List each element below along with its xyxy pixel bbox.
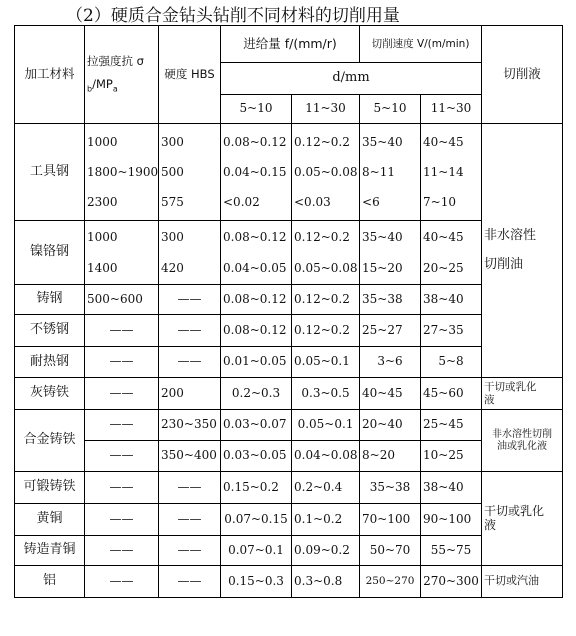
speed-small-cell: 3~6	[360, 347, 421, 378]
feed-large-cell: 0.12~0.2 0.05~0.08	[292, 221, 360, 285]
material-cell: 耐热钢	[15, 347, 85, 378]
table-row	[15, 472, 563, 504]
material-cell: 铝	[15, 566, 85, 598]
feed-small-cell: 0.03~0.07	[221, 410, 292, 441]
feed-large-cell: 0.04~0.08	[292, 441, 360, 472]
table-row	[15, 504, 563, 536]
hardness-cell: ——	[159, 472, 221, 504]
table-row	[15, 378, 563, 410]
feed-small-cell: 0.01~0.05	[221, 347, 292, 378]
hardness-cell: 350~400	[159, 441, 221, 472]
material-cell: 合金铸铁	[15, 410, 85, 472]
hardness-cell: 300 420	[159, 221, 221, 285]
hardness-cell: ——	[159, 315, 221, 347]
cutting-parameters-table	[14, 25, 563, 598]
speed-large-cell: 38~40	[421, 472, 482, 504]
speed-large-cell: 40~45 20~25	[421, 221, 482, 285]
feed-large-cell: 0.12~0.2	[292, 285, 360, 315]
feed-small-cell: 0.08~0.12	[221, 315, 292, 347]
feed-large-cell: 0.3~0.5	[292, 378, 360, 410]
table-row	[15, 124, 563, 221]
feed-large-cell: 0.2~0.4	[292, 472, 360, 504]
strength-cell: ——	[85, 441, 159, 472]
speed-small-cell: 35~40 15~20	[360, 221, 421, 285]
speed-large-cell: 38~40	[421, 285, 482, 315]
speed-large-cell: 25~45	[421, 410, 482, 441]
speed-small-cell: 35~38	[360, 285, 421, 315]
speed-large-cell: 5~8	[421, 347, 482, 378]
header-material: 加工材料	[15, 26, 85, 124]
feed-small-cell: 0.15~0.2	[221, 472, 292, 504]
strength-cell: ——	[85, 472, 159, 504]
fluid-cell-grey-iron: 干切或乳化 液	[482, 378, 563, 410]
feed-small-cell: 0.07~0.1	[221, 536, 292, 566]
strength-cell: ——	[85, 566, 159, 598]
material-cell: 工具钢	[15, 124, 85, 221]
speed-large-cell: 55~75	[421, 536, 482, 566]
speed-large-cell: 27~35	[421, 315, 482, 347]
header-cutting-fluid: 切削液	[482, 26, 563, 124]
hardness-cell: ——	[159, 566, 221, 598]
speed-large-cell: 10~25	[421, 441, 482, 472]
material-cell: 铸造青铜	[15, 536, 85, 566]
feed-large-cell: 0.12~0.2	[292, 315, 360, 347]
material-cell: 铸钢	[15, 285, 85, 315]
strength-cell: 1000 1400	[85, 221, 159, 285]
hardness-cell: 230~350	[159, 410, 221, 441]
hardness-cell: ——	[159, 285, 221, 315]
speed-small-cell: 250~270	[360, 566, 421, 598]
speed-small-cell: 40~45	[360, 378, 421, 410]
feed-large-cell: 0.05~0.1	[292, 410, 360, 441]
strength-cell: ——	[85, 378, 159, 410]
speed-small-cell: 20~40	[360, 410, 421, 441]
feed-large-cell: 0.3~0.8	[292, 566, 360, 598]
table-row	[15, 315, 563, 347]
fluid-cell-alloy-iron: 非水溶性切削 油或乳化液	[482, 410, 563, 472]
header-feed-range-small: 5~10	[221, 95, 292, 124]
speed-large-cell: 270~300	[421, 566, 482, 598]
feed-small-cell: 0.15~0.3	[221, 566, 292, 598]
header-cutting-speed: 切削速度 V/(m/min)	[360, 26, 482, 63]
speed-large-cell: 90~100	[421, 504, 482, 536]
strength-cell: 1000 1800~1900 2300	[85, 124, 159, 221]
fluid-cell-copper: 干切或乳化 液	[482, 472, 563, 566]
table-row	[15, 347, 563, 378]
strength-cell: ——	[85, 504, 159, 536]
strength-cell: ——	[85, 536, 159, 566]
strength-cell: 500~600	[85, 285, 159, 315]
feed-small-cell: 0.08~0.12 0.04~0.15 <0.02	[221, 124, 292, 221]
header-diameter: d/mm	[221, 63, 482, 95]
feed-small-cell: 0.07~0.15	[221, 504, 292, 536]
fluid-cell-aluminum: 干切或汽油	[482, 566, 563, 598]
material-cell: 镍铬钢	[15, 221, 85, 285]
table-title: （2）硬质合金钻头钻削不同材料的切削用量	[66, 6, 400, 26]
material-cell: 黄铜	[15, 504, 85, 536]
header-hardness: 硬度 HBS	[159, 26, 221, 124]
table-row	[15, 536, 563, 566]
header-speed-range-small: 5~10	[360, 95, 421, 124]
speed-small-cell: 35~40 8~11 <6	[360, 124, 421, 221]
speed-large-cell: 45~60	[421, 378, 482, 410]
table-row	[15, 221, 563, 285]
speed-large-cell: 40~45 11~14 7~10	[421, 124, 482, 221]
speed-small-cell: 50~70	[360, 536, 421, 566]
speed-small-cell: 8~20	[360, 441, 421, 472]
table-row	[15, 285, 563, 315]
speed-small-cell: 35~38	[360, 472, 421, 504]
feed-large-cell: 0.1~0.2	[292, 504, 360, 536]
strength-cell: ——	[85, 315, 159, 347]
hardness-cell: ——	[159, 536, 221, 566]
hardness-cell: 300 500 575	[159, 124, 221, 221]
fluid-cell-steel: 非水溶性 切削油	[482, 124, 563, 378]
feed-large-cell: 0.05~0.1	[292, 347, 360, 378]
speed-small-cell: 25~27	[360, 315, 421, 347]
hardness-cell: ——	[159, 504, 221, 536]
header-speed-range-large: 11~30	[421, 95, 482, 124]
feed-large-cell: 0.09~0.2	[292, 536, 360, 566]
table-row	[15, 441, 563, 472]
strength-cell: ——	[85, 410, 159, 441]
speed-small-cell: 70~100	[360, 504, 421, 536]
feed-small-cell: 0.2~0.3	[221, 378, 292, 410]
feed-small-cell: 0.08~0.12	[221, 285, 292, 315]
header-feed-range-large: 11~30	[292, 95, 360, 124]
feed-small-cell: 0.03~0.05	[221, 441, 292, 472]
hardness-cell: 200	[159, 378, 221, 410]
material-cell: 灰铸铁	[15, 378, 85, 410]
strength-cell: ——	[85, 347, 159, 378]
table-row	[15, 410, 563, 441]
hardness-cell: ——	[159, 347, 221, 378]
header-feed: 进给量 f/(mm/r)	[221, 26, 360, 63]
table-row	[15, 566, 563, 598]
material-cell: 不锈钢	[15, 315, 85, 347]
feed-large-cell: 0.12~0.2 0.05~0.08 <0.03	[292, 124, 360, 221]
feed-small-cell: 0.08~0.12 0.04~0.05	[221, 221, 292, 285]
material-cell: 可锻铸铁	[15, 472, 85, 504]
header-tensile-strength: 拉强度抗 σ $_b/MP_a$	[85, 26, 159, 124]
